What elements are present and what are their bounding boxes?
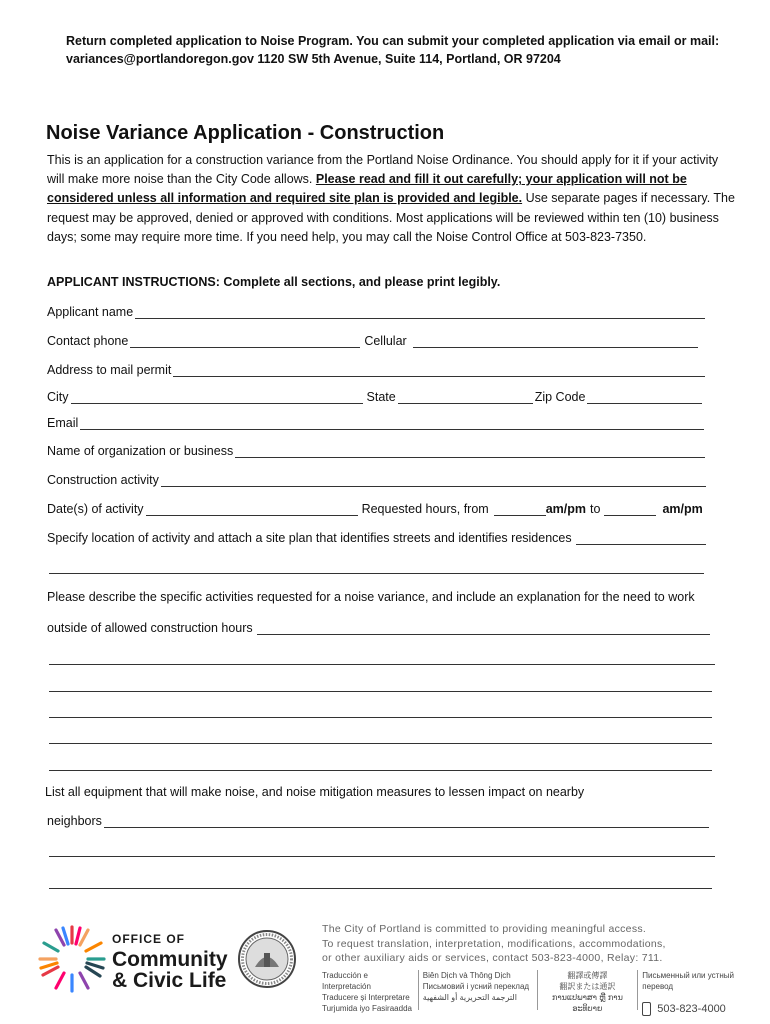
lang-col-1	[322, 970, 414, 1014]
notice-line-2: To request translation, interpretation, modifications, accommodations,	[322, 937, 666, 950]
lang-divider-2	[537, 970, 538, 1010]
logo-civic-life: & Civic Life	[112, 969, 227, 992]
civic-life-logo-icon	[36, 923, 108, 995]
am-pm-label-1: am/pm	[545, 502, 587, 516]
zip-label: Zip Code	[534, 390, 586, 404]
dates-hours-row	[47, 500, 703, 516]
lang-divider-1	[418, 970, 419, 1010]
activity-label: Construction activity	[47, 473, 159, 487]
applicant-instructions: APPLICANT INSTRUCTIONS: Complete all sections, and please print legibly.	[47, 275, 501, 289]
lang-divider-3	[637, 970, 638, 1010]
describe-line-2[interactable]	[49, 691, 712, 692]
dates-input[interactable]	[146, 502, 358, 516]
intro-emphasis: Please read and fill it out carefully; your application will not be considered unless all information and required site plan is provided and legible.	[47, 172, 687, 206]
location-label: Specify location of activity and attach a site plan that identifies streets and identifies residences	[47, 531, 572, 545]
location-input[interactable]	[576, 531, 706, 545]
equipment-line-1[interactable]	[49, 856, 715, 857]
notice-line-1: The City of Portland is committed to providing meaningful access.	[322, 923, 647, 935]
state-input[interactable]	[398, 390, 533, 404]
lang-col-4	[642, 970, 762, 1014]
describe-line-5[interactable]	[49, 770, 712, 771]
lang-japanese: 翻訳または通訳	[559, 982, 616, 991]
location-row	[47, 529, 706, 545]
equipment-label-1: List all equipment that will make noise, and noise mitigation measures to lessen impact on nearby	[45, 785, 585, 799]
lang-col-3	[542, 970, 634, 1014]
intro-text-1: This is an application for a construction variance from the Portland Noise Ordinance. You should apply for it if your activity will make more noise than the City Code allows.	[47, 153, 719, 187]
lang-col-2	[423, 970, 533, 1014]
address-row	[47, 361, 705, 377]
phone-row	[642, 1002, 762, 1016]
organization-input[interactable]	[235, 444, 705, 458]
equipment-label-2: neighbors	[47, 814, 102, 828]
hours-to-input[interactable]	[604, 502, 656, 516]
email-input[interactable]	[80, 416, 704, 430]
submission-line-1: Return completed application to Noise Program. You can submit your completed application via email or mail:	[66, 34, 720, 48]
lang-lao: ການແປພາສາ ຫຼື ການອະທິບາຍ	[551, 993, 623, 1013]
organization-label: Name of organization or business	[47, 444, 234, 458]
lang-spanish: Traducción e Interpretación	[322, 971, 371, 991]
describe-line-1[interactable]	[49, 664, 715, 665]
footer	[0, 915, 770, 1015]
activity-row	[47, 471, 706, 487]
state-label: State	[366, 390, 396, 404]
submission-instructions	[66, 32, 746, 68]
submission-line-2: variances@portlandoregon.gov 1120 SW 5th Avenue, Suite 114, Portland, OR 97204	[66, 52, 561, 66]
lang-arabic: الترجمة التحريرية أو الشفهية	[422, 993, 517, 1002]
cellular-input[interactable]	[413, 334, 698, 348]
language-grid	[322, 970, 762, 1014]
email-row	[47, 414, 704, 430]
cellular-label: Cellular	[364, 334, 407, 348]
describe-label-2: outside of allowed construction hours	[47, 621, 253, 635]
address-label: Address to mail permit	[47, 363, 172, 377]
city-input[interactable]	[71, 390, 363, 404]
applicant-name-label: Applicant name	[47, 305, 134, 319]
describe-line-3[interactable]	[49, 717, 712, 718]
location-continuation-line[interactable]	[49, 573, 704, 574]
footer-phone: 503-823-4000	[657, 1002, 726, 1015]
page-title: Noise Variance Application - Construction	[46, 122, 445, 144]
logo-office-of: OFFICE OF	[112, 932, 185, 946]
contact-phone-row	[47, 332, 698, 348]
lang-somali: Turjumida iyo Fasiraadda	[322, 1004, 412, 1013]
describe-line-4[interactable]	[49, 743, 712, 744]
access-notice	[322, 922, 762, 966]
lang-ukrainian: Письмовий і усний переклад	[422, 982, 530, 991]
lang-russian: Письменный или устный перевод	[642, 971, 734, 991]
organization-row	[47, 442, 705, 458]
describe-row-1	[47, 588, 695, 604]
notice-line-3: or other auxiliary aids or services, contact 503-823-4000, Relay: 711.	[322, 952, 663, 964]
lang-romanian: Traducere și Interpretare	[322, 993, 410, 1002]
applicant-name-input[interactable]	[135, 305, 705, 319]
dates-label: Date(s) of activity	[47, 502, 144, 516]
hours-from-input[interactable]	[494, 502, 546, 516]
contact-phone-label: Contact phone	[47, 334, 129, 348]
describe-row-2	[47, 619, 710, 635]
logo-wordmark	[112, 932, 228, 991]
equipment-row-2	[47, 812, 709, 828]
applicant-name-row	[47, 303, 705, 319]
intro-paragraph	[47, 151, 737, 247]
lang-vietnamese: Biên Dịch và Thông Dịch	[422, 971, 511, 980]
equipment-line-2[interactable]	[49, 888, 712, 889]
am-pm-label-2: am/pm	[662, 502, 703, 516]
equipment-row-1	[45, 783, 584, 799]
lang-chinese: 翻譯或傳譯	[567, 971, 608, 980]
email-label: Email	[47, 416, 79, 430]
activity-input[interactable]	[161, 473, 706, 487]
city-seal-icon	[237, 929, 297, 989]
intro-text-2: Use separate pages if necessary. The request may be approved, denied or approved with conditions. Most applications will be reviewed within ten (10) business days; some may require more time. If you need help, you may call the Noise Control Office at 503-823-7350.	[47, 191, 735, 244]
contact-phone-input[interactable]	[130, 334, 360, 348]
phone-icon	[642, 1002, 651, 1016]
city-label: City	[47, 390, 69, 404]
to-label: to	[590, 502, 601, 516]
logo-community: Community	[112, 948, 228, 971]
describe-input[interactable]	[257, 621, 710, 635]
address-input[interactable]	[173, 363, 705, 377]
describe-label-1: Please describe the specific activities requested for a noise variance, and include an explanation for the need to work	[47, 590, 695, 604]
city-state-zip-row	[47, 388, 702, 404]
hours-from-label: Requested hours, from	[361, 502, 489, 516]
equipment-input[interactable]	[104, 814, 709, 828]
zip-input[interactable]	[587, 390, 702, 404]
